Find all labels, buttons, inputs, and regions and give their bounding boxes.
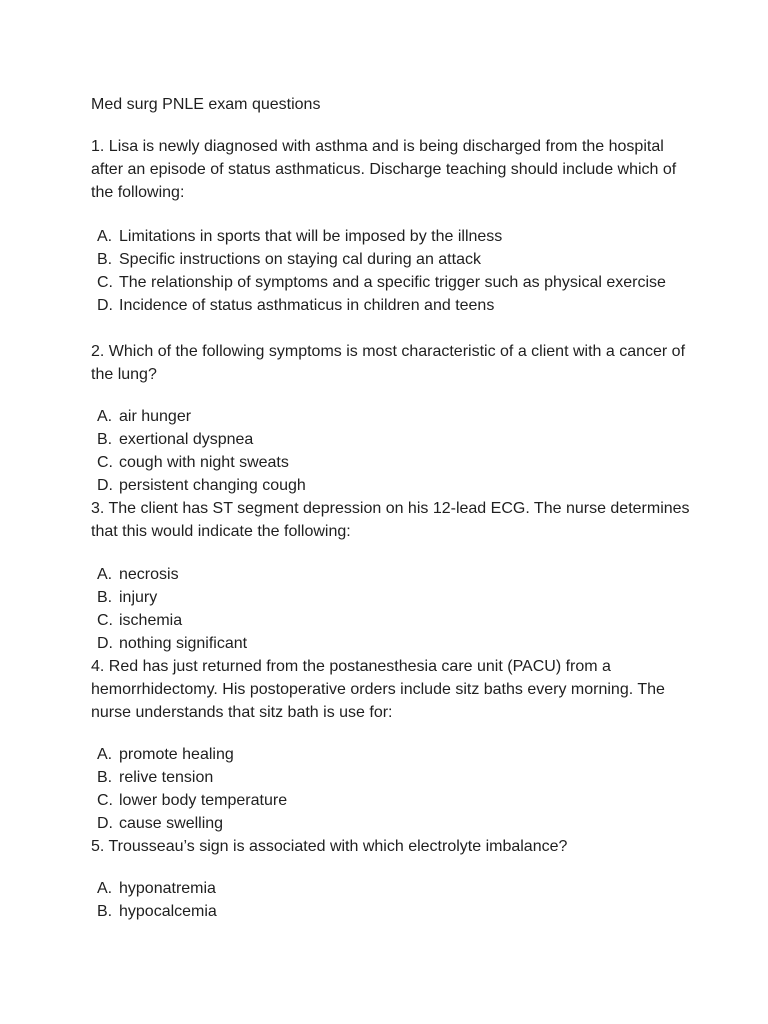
- option-text: nothing significant: [119, 635, 248, 652]
- option-item: [91, 900, 691, 923]
- option-letter: B.: [97, 589, 113, 606]
- question-3-text: 3. The client has ST segment depression on his 12-lead ECG. The nurse determines that this would indicate the following:: [91, 500, 690, 540]
- option-item: [91, 789, 691, 812]
- option-item: [91, 632, 691, 655]
- question-2-options: [91, 405, 691, 497]
- option-item: [91, 766, 691, 789]
- option-item: [91, 271, 691, 294]
- question-1-text: 1. Lisa is newly diagnosed with asthma and is being discharged from the hospital after an episode of status asthmaticus. Discharge teaching should include which of the following:: [91, 138, 677, 201]
- option-text: Incidence of status asthmaticus in children and teens: [119, 297, 495, 314]
- question-2-text: 2. Which of the following symptoms is most characteristic of a client with a cancer of the lung?: [91, 343, 686, 383]
- option-text: lower body temperature: [119, 792, 288, 809]
- option-letter: C.: [97, 612, 113, 629]
- question-5-options: [91, 877, 691, 923]
- option-item: [91, 248, 691, 271]
- option-letter: C.: [97, 454, 113, 471]
- option-text: cough with night sweats: [119, 454, 289, 471]
- option-item: [91, 812, 691, 835]
- option-letter: A.: [97, 880, 113, 897]
- option-item: [91, 405, 691, 428]
- option-text: Limitations in sports that will be imposed by the illness: [119, 228, 503, 245]
- option-letter: D.: [97, 297, 113, 314]
- option-item: [91, 563, 691, 586]
- option-text: persistent changing cough: [119, 477, 306, 494]
- option-text: necrosis: [119, 566, 179, 583]
- option-letter: D.: [97, 635, 113, 652]
- question-1-options: [91, 225, 691, 317]
- option-item: [91, 877, 691, 900]
- option-letter: A.: [97, 746, 113, 763]
- option-letter: B.: [97, 769, 113, 786]
- option-letter: A.: [97, 228, 113, 245]
- option-letter: A.: [97, 566, 113, 583]
- option-item: [91, 451, 691, 474]
- option-text: The relationship of symptoms and a specific trigger such as physical exercise: [119, 274, 666, 291]
- option-text: air hunger: [119, 408, 192, 425]
- option-text: relive tension: [119, 769, 214, 786]
- question-5-text: 5. Trousseau’s sign is associated with which electrolyte imbalance?: [91, 838, 568, 855]
- option-text: hypocalcemia: [119, 903, 217, 920]
- option-letter: B.: [97, 903, 113, 920]
- option-letter: B.: [97, 431, 113, 448]
- option-letter: C.: [97, 274, 113, 291]
- option-text: cause swelling: [119, 815, 224, 832]
- option-text: exertional dyspnea: [119, 431, 254, 448]
- option-item: [91, 294, 691, 317]
- question-4-text: 4. Red has just returned from the postanesthesia care unit (PACU) from a hemorrhidectomy. His postoperative orders include sitz baths every morning. The nurse understands that sitz bath is use for:: [91, 658, 665, 721]
- option-letter: D.: [97, 815, 113, 832]
- option-text: injury: [119, 589, 158, 606]
- option-item: [91, 586, 691, 609]
- option-item: [91, 609, 691, 632]
- option-text: promote healing: [119, 746, 234, 763]
- option-text: Specific instructions on staying cal during an attack: [119, 251, 481, 268]
- option-letter: C.: [97, 792, 113, 809]
- option-item: [91, 225, 691, 248]
- option-letter: A.: [97, 408, 113, 425]
- option-item: [91, 474, 691, 497]
- document-title: Med surg PNLE exam questions: [91, 96, 321, 113]
- question-4-options: [91, 743, 691, 835]
- option-letter: B.: [97, 251, 113, 268]
- question-3-options: [91, 563, 691, 655]
- option-letter: D.: [97, 477, 113, 494]
- option-text: hyponatremia: [119, 880, 216, 897]
- option-item: [91, 743, 691, 766]
- option-text: ischemia: [119, 612, 183, 629]
- option-item: [91, 428, 691, 451]
